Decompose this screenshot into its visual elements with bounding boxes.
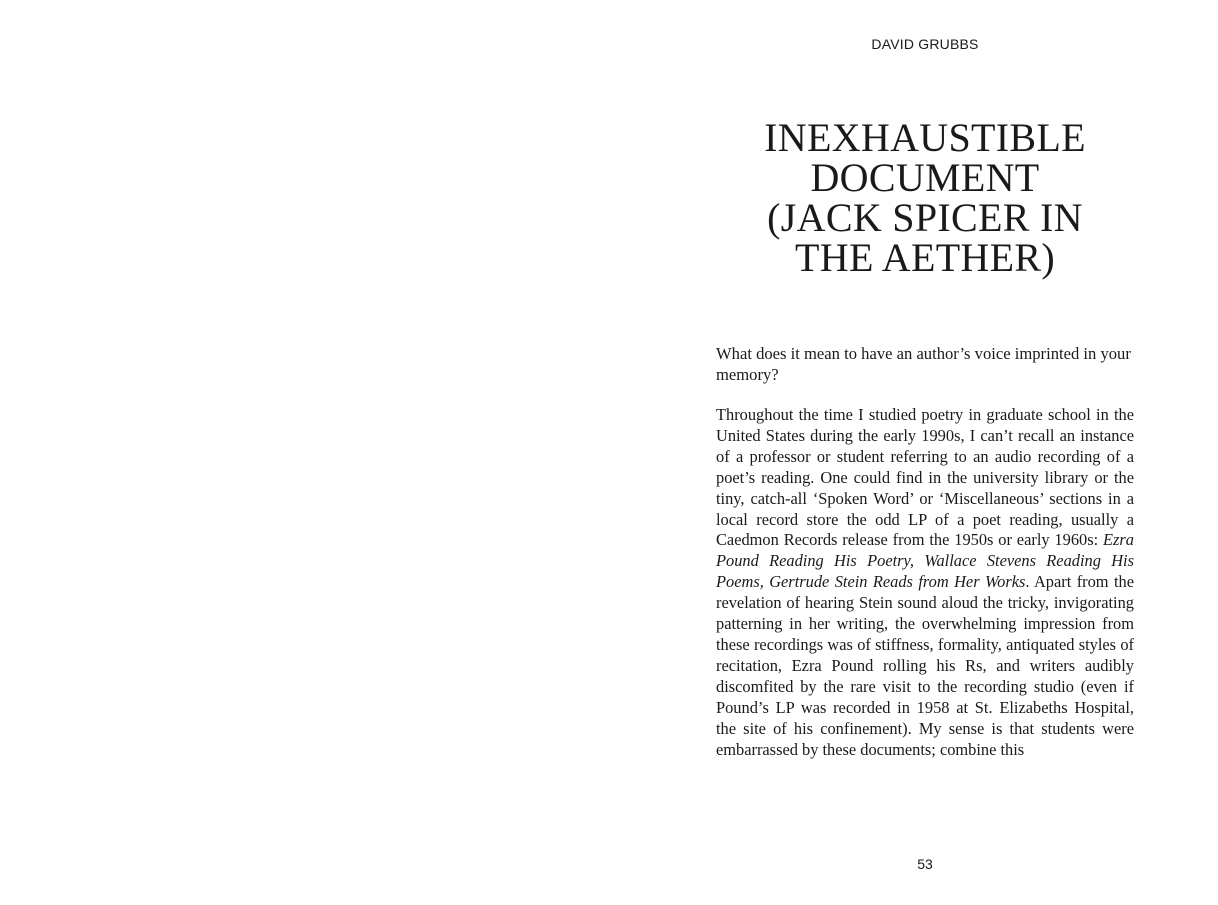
page-number: 53 [917,856,933,872]
chapter-title-line: DOCUMENT [810,155,1040,200]
chapter-title [729,115,1121,280]
chapter-title-line: THE AETHER) [795,235,1055,280]
body-text-part-1: Throughout the time I studied poetry in graduate school in the United States during the early 1990s, I can’t recall an instance of a professor or student referring to an audio recording of a poet’s reading. One could find in the university library or the tiny, catch-all ‘Spoken Word’ or ‘Miscellaneous’ sections in a local record store the odd LP of a poet reading, usually a Caedmon Records release from the 1950s or early 1960s: [716,405,1134,550]
chapter-title-line: (JACK SPICER IN [767,195,1083,240]
record-titles: Ezra Pound Reading His Poetry, Wallace Stevens Reading His Poems, Gertrude Stein Reads from Her Works [716,530,1134,592]
body-paragraph [716,405,1134,760]
running-head-author: DAVID GRUBBS [871,36,979,52]
lede-question: What does it mean to have an author’s voice imprinted in your memory? [716,344,1131,384]
body-text-part-2: . Apart from the revelation of hearing Stein sound aloud the tricky, invigorating patterning in her writing, the overwhelming impression from these recordings was of stiffness, formality, antiquated styles of recitation, Ezra Pound rolling his Rs, and writers audibly discomfited by the rare visit to the recording studio (even if Pound’s LP was recorded in 1958 at St. Elizabeths Hospital, the site of his confinement). My sense is that students were embarrassed by these documents; combine this [716,572,1134,759]
right-page [609,0,1218,905]
chapter-title-line: INEXHAUSTIBLE [764,115,1086,160]
